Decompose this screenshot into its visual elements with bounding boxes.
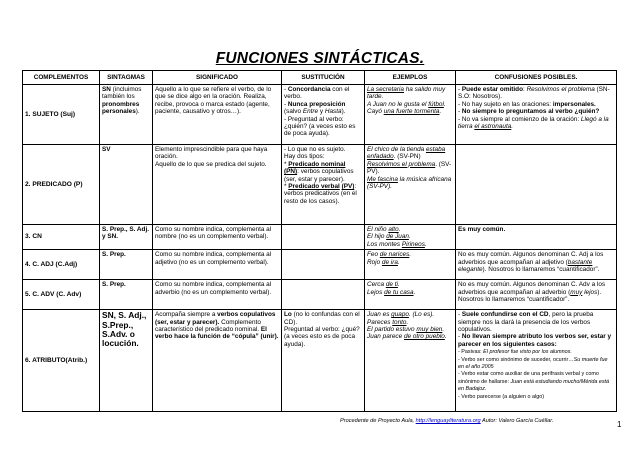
table-row-predicado xyxy=(23,145,617,225)
text-run: Aquello de lo que se predica del sujeto. xyxy=(155,160,267,168)
cell-predicado-significado xyxy=(153,145,282,225)
text-run: (no lo confundas con el CD). xyxy=(284,311,360,326)
cell-atributo-confusiones xyxy=(456,310,617,412)
cell-line xyxy=(155,251,279,266)
cell-line xyxy=(102,226,150,241)
cell-line xyxy=(284,311,362,326)
text-run: SV xyxy=(102,146,111,153)
text-run: . xyxy=(442,326,445,334)
cell-cadv-significado xyxy=(153,280,282,310)
table-row-cn xyxy=(23,225,617,250)
page-number: 1 xyxy=(617,420,622,429)
text-run: S. Prep. xyxy=(102,251,126,259)
cell-line xyxy=(367,326,453,333)
syntactic-functions-table xyxy=(22,70,617,412)
cell-line xyxy=(458,226,614,233)
footer-link[interactable]: http://lenguayliteratura.org xyxy=(415,418,481,424)
cell-cadv-sintagmas xyxy=(100,280,153,310)
table-header-row xyxy=(23,71,617,85)
text-run: . xyxy=(409,251,412,259)
cell-line xyxy=(458,370,614,392)
text-run: (PN) xyxy=(284,168,298,176)
text-run: No es muy común. Algunos denominan C. Adj a los adverbios que acompañan al adjetivo ( xyxy=(458,251,604,266)
cell-line xyxy=(458,311,614,333)
cell-sujeto-significado xyxy=(153,85,282,145)
text-run: de otro pueblo xyxy=(403,333,445,341)
cell-line xyxy=(284,116,362,138)
text-run: La secretaria xyxy=(367,86,404,93)
text-run: El hijo xyxy=(367,233,387,241)
text-run: y xyxy=(318,108,325,116)
cell-line xyxy=(102,86,150,116)
cell-line xyxy=(284,153,362,160)
text-run: - No va siempre al comienzo de la oración: xyxy=(458,115,581,123)
cell-cadj-sintagmas xyxy=(100,250,153,280)
cell-line xyxy=(367,146,453,161)
text-run: Nunca preposición xyxy=(287,100,346,108)
text-run: . xyxy=(397,258,400,266)
text-run: Llegó a la tierra xyxy=(458,115,609,131)
cell-line xyxy=(367,251,453,258)
text-run: Resolvimos el problema xyxy=(367,160,436,168)
row-label-cn: 3. CN xyxy=(23,225,100,250)
cell-line xyxy=(284,146,362,153)
footer-suffix: Autor: Valero García Cuéllar. xyxy=(480,418,554,424)
text-run: la música africana (SV-PV). xyxy=(367,175,452,191)
text-run: * xyxy=(284,160,289,168)
text-run: lejos xyxy=(584,288,598,296)
text-run: ). Nosotros lo llamaremos “cuantificador”. xyxy=(482,266,600,274)
cell-line xyxy=(367,319,453,326)
cell-cadv-confusiones xyxy=(456,280,617,310)
text-run: El niño xyxy=(367,226,389,233)
text-run: verbos copulativos (ser, estar y parecer). xyxy=(155,311,276,326)
cell-atributo-ejemplos xyxy=(365,310,456,412)
cell-atributo-significado xyxy=(153,310,282,412)
footer-credit xyxy=(340,418,610,424)
text-run: Lejos xyxy=(367,288,385,296)
text-run: Me fascina xyxy=(367,175,398,183)
text-run: Predicado verbal xyxy=(288,183,340,191)
cell-sujeto-ejemplos xyxy=(365,85,456,145)
cell-line xyxy=(284,86,362,101)
text-run: bastante xyxy=(567,258,593,266)
text-run: - xyxy=(284,86,288,93)
text-run: . xyxy=(511,123,514,131)
text-run: . xyxy=(444,333,447,341)
cell-predicado-sintagmas xyxy=(100,145,153,225)
cell-line xyxy=(367,259,453,266)
text-run: Entre xyxy=(302,108,319,116)
text-run: Elemento imprescindible para que haya oración. xyxy=(155,146,268,161)
text-run: impersonales. xyxy=(552,100,596,108)
text-run: S. Prep., S. Adj. y SN. xyxy=(102,226,149,241)
cell-line xyxy=(458,281,614,303)
text-run: Resolvimos el problema xyxy=(526,86,595,93)
text-run: SN xyxy=(102,86,111,93)
text-run: : xyxy=(523,86,527,93)
text-run: - Verbo ser como sinónimo de suceder, ocurrir… xyxy=(458,356,574,363)
text-run: Hay dos tipos: xyxy=(284,153,325,161)
text-run: (PV) xyxy=(341,183,355,191)
cell-cadv-ejemplos xyxy=(365,280,456,310)
cell-line xyxy=(102,281,150,288)
text-run: Como su nombre indica, complementa al nombre (no es un complemento verbal). xyxy=(155,226,272,241)
cell-line xyxy=(284,326,362,348)
cell-line xyxy=(458,108,614,115)
cell-line xyxy=(155,161,279,168)
cell-line xyxy=(155,281,279,296)
text-run: Juan está estudiando mucho/Mérida está en Badajoz. xyxy=(458,378,610,393)
cell-line xyxy=(367,311,453,318)
cell-line xyxy=(102,311,150,349)
text-run: . (SV-PV). xyxy=(367,160,452,176)
text-run: No llevan siempre atributo los verbos ser, estar y parecer en los siguientes casos: xyxy=(458,333,612,348)
cell-line xyxy=(367,101,453,108)
cell-cn-confusiones xyxy=(456,225,617,250)
text-run: Pareces xyxy=(367,318,393,326)
cell-cadj-significado xyxy=(153,250,282,280)
text-run: ha salido muy tarde. xyxy=(367,86,446,101)
cell-line xyxy=(102,146,150,153)
cell-line xyxy=(458,393,614,400)
page-title: FUNCIONES SINTÁCTICAS. xyxy=(215,50,425,67)
text-run: El verbo hace la función de “cópula” (unir). xyxy=(155,326,279,341)
text-run: : verbos predicativos (en el resto de los casos). xyxy=(284,183,357,205)
table-row-sujeto xyxy=(23,85,617,145)
row-label-predicado: 2. PREDICADO (P) xyxy=(23,145,100,225)
text-run: . xyxy=(408,233,411,241)
text-run: de narices xyxy=(379,251,410,259)
cell-cadj-sustitucion xyxy=(282,250,365,280)
footer-prefix: Procedente de Proyecto Aula, xyxy=(340,418,416,424)
text-run: de tu casa xyxy=(384,288,414,296)
text-run: . (Lo es). xyxy=(408,311,435,319)
text-run: - Verbo estar como auxiliar de una perífrasis verbal y como sinónimo de hallarse: xyxy=(458,371,599,385)
text-run: No es muy común. Algunos denominan C. Adv a los adverbios que acompañan al adverbio ( xyxy=(458,281,606,296)
text-run: El partido estuvo xyxy=(367,326,417,334)
row-label-cadv: 5. C. ADV (C. Adv) xyxy=(23,280,100,310)
row-label-cadj: 4. C. ADJ (C.Adj) xyxy=(23,250,100,280)
text-run: Lo xyxy=(284,311,292,319)
cell-line xyxy=(155,146,279,161)
text-run: ). xyxy=(341,108,346,116)
cell-sujeto-sintagmas xyxy=(100,85,153,145)
text-run: : verbos copulativos (ser, estar y parecer). xyxy=(284,168,354,183)
text-run: de ira xyxy=(381,258,398,266)
header-significado: SIGNIFICADO xyxy=(153,71,282,85)
text-run: (salvo xyxy=(284,108,303,116)
text-run: de ti xyxy=(385,281,398,289)
text-run: Los montes xyxy=(367,240,402,248)
cell-line xyxy=(367,108,453,115)
text-run: - No hay sujeto en las oraciones: xyxy=(458,100,553,108)
cell-line xyxy=(458,251,614,273)
text-run: muy xyxy=(570,288,583,296)
cell-line xyxy=(284,101,362,116)
text-run: - xyxy=(458,108,462,116)
text-run: guapo xyxy=(391,311,409,319)
cell-line xyxy=(367,226,453,233)
text-run: tonto xyxy=(392,318,407,326)
cell-predicado-sustitucion xyxy=(282,145,365,225)
text-run: (SN-S.O: Nosotros). xyxy=(458,86,610,101)
cell-cn-sustitucion xyxy=(282,225,365,250)
cell-line xyxy=(367,289,453,296)
text-run: Como su nombre indica, complementa al adverbio (no es un complemento verbal). xyxy=(155,281,272,296)
text-run: de Juan xyxy=(386,233,409,241)
text-run: El chico de la tienda xyxy=(367,146,426,153)
cell-line xyxy=(102,251,150,258)
text-run: - Lo que no es sujeto. xyxy=(284,146,346,153)
cell-line xyxy=(458,116,614,131)
cell-line xyxy=(458,101,614,108)
text-run: elegante xyxy=(458,266,483,274)
cell-line xyxy=(458,86,614,101)
text-run: . xyxy=(439,108,442,116)
text-run: Predicado nominal xyxy=(288,160,346,168)
row-label-atributo: 6. ATRIBUTO(Atrib.) xyxy=(23,310,100,412)
text-run: . xyxy=(398,226,401,233)
header-sustitucion: SUSTITUCIÓN xyxy=(282,71,365,85)
text-run: Puede estar omitido xyxy=(461,86,523,93)
cell-line xyxy=(458,348,614,355)
text-run: ). Nosotros lo llamaremos “cuantificador”. xyxy=(458,288,602,304)
text-run: No siempre lo preguntamos al verbo ¿quién? xyxy=(461,108,600,116)
cell-cn-ejemplos xyxy=(365,225,456,250)
cell-line xyxy=(155,311,279,341)
text-run: - xyxy=(284,100,288,108)
text-run: Complemento característico del predicado nominal. xyxy=(155,318,261,334)
text-run: fútbol xyxy=(428,100,444,108)
text-run: Es muy común. xyxy=(458,226,506,233)
cell-line xyxy=(367,161,453,176)
text-run: Cayó xyxy=(367,108,384,116)
text-run: Hasta xyxy=(324,108,342,116)
cell-line xyxy=(458,333,614,348)
table-row-atributo xyxy=(23,310,617,412)
text-run: Como su nombre indica, complementa al adjetivo (no es un complemento verbal). xyxy=(155,251,272,266)
header-confusiones: CONFUSIONES POSIBLES. xyxy=(456,71,617,85)
text-run: alto xyxy=(388,226,399,233)
text-run: * xyxy=(284,183,289,191)
text-run: , pero la prueba siempre nos la dará la presencia de los verbos copulativos. xyxy=(458,311,594,334)
cell-sujeto-sustitucion xyxy=(282,85,365,145)
text-run: . xyxy=(413,288,416,296)
cell-line xyxy=(367,86,453,101)
text-run: Feo xyxy=(367,251,380,259)
text-run: S. Prep. xyxy=(102,281,126,289)
text-run: El profesor fue visto por los alumnos. xyxy=(483,349,572,356)
cell-line xyxy=(367,333,453,340)
text-run: . xyxy=(443,100,446,108)
header-complementos: COMPLEMENTOS xyxy=(23,71,100,85)
cell-atributo-sintagmas xyxy=(100,310,153,412)
cell-line xyxy=(458,356,614,371)
text-run: - xyxy=(458,311,462,319)
text-run: Aquello a lo que se refiere el verbo, de lo que se dice algo en la oración. Realiza, recibe, provoca o marca estado (agente, paciente, causativo y otros…). xyxy=(155,86,272,116)
cell-cadv-sustitucion xyxy=(282,280,365,310)
text-run: Rojo xyxy=(367,258,382,266)
text-run: - xyxy=(458,333,462,341)
text-run: muy bien xyxy=(416,326,443,334)
text-run: Cerca xyxy=(367,281,386,289)
text-run: A Juan no le gusta el xyxy=(367,100,429,108)
cell-cn-significado xyxy=(153,225,282,250)
text-run: Juan es xyxy=(367,311,392,319)
header-ejemplos: EJEMPLOS xyxy=(365,71,456,85)
text-run: - Preguntad al verbo: ¿quién? (a veces esto es de poca ayuda). xyxy=(284,115,356,138)
text-run: - xyxy=(458,86,462,93)
cell-line xyxy=(155,226,279,241)
text-run: Preguntad al verbo: ¿qué? (a veces esto es de poca ayuda). xyxy=(284,326,360,348)
text-run: ). xyxy=(135,108,140,116)
text-run: Acompaña siempre a xyxy=(155,311,218,319)
cell-line xyxy=(367,241,453,248)
text-run: una fuerte tormenta xyxy=(383,108,440,116)
text-run: (incluimos también los xyxy=(102,86,142,101)
text-run: estaba enfadado xyxy=(367,146,446,161)
cell-predicado-ejemplos xyxy=(365,145,456,225)
text-run: . xyxy=(406,318,409,326)
text-run: . xyxy=(397,281,400,289)
table-row-cadj xyxy=(23,250,617,280)
text-run: Concordancia xyxy=(287,86,331,93)
text-run: con el verbo. xyxy=(284,86,350,101)
table-row-cadv xyxy=(23,280,617,310)
text-run: pronombres personales xyxy=(102,100,140,116)
header-sintagmas: SINTAGMAS xyxy=(100,71,153,85)
cell-line xyxy=(284,161,362,183)
cell-line xyxy=(155,86,279,116)
text-run: Pirineos xyxy=(401,240,425,248)
text-run: - Verbo parecerse (a alguien o algo) xyxy=(458,393,545,400)
cell-line xyxy=(284,183,362,205)
text-run: - Pasivas: xyxy=(458,349,484,356)
text-run: el astronauta xyxy=(474,123,512,131)
cell-line xyxy=(367,176,453,191)
cell-predicado-confusiones xyxy=(456,145,617,225)
text-run: Suele confundirse con el CD xyxy=(461,311,549,319)
text-run: . xyxy=(424,240,427,248)
cell-line xyxy=(367,281,453,288)
cell-cadj-confusiones xyxy=(456,250,617,280)
cell-line xyxy=(367,233,453,240)
row-label-sujeto: 1. SUJETO (Suj) xyxy=(23,85,100,145)
cell-cadj-ejemplos xyxy=(365,250,456,280)
text-run: Su muerte fue en el año 2005 xyxy=(458,356,608,371)
cell-atributo-sustitucion xyxy=(282,310,365,412)
cell-cn-sintagmas xyxy=(100,225,153,250)
text-run: SN, S. Adj., S.Prep., S.Adv. o locución. xyxy=(102,310,147,349)
text-run: Juan parece xyxy=(367,333,404,341)
cell-sujeto-confusiones xyxy=(456,85,617,145)
text-run: . (SV-PN) xyxy=(393,153,421,161)
